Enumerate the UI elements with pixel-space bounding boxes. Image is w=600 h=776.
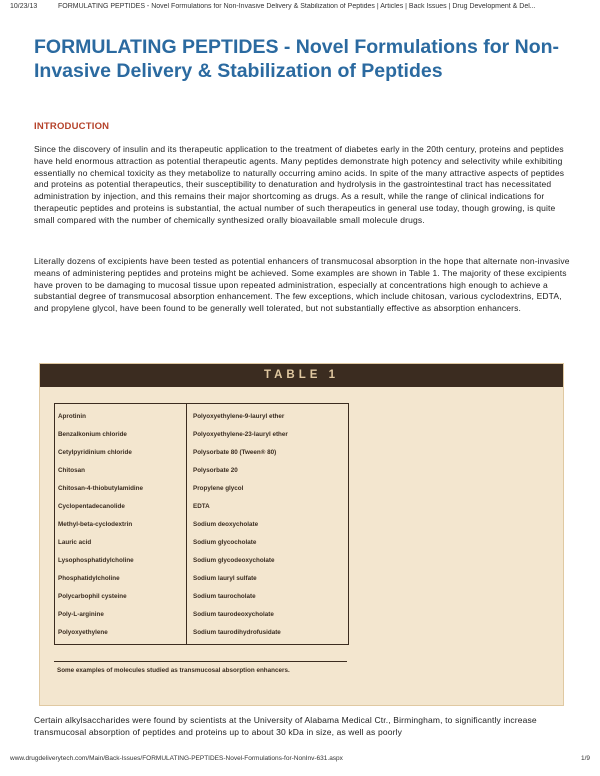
- table-cell-right: EDTA: [193, 503, 210, 510]
- table-cell-left: Lysophosphatidylcholine: [58, 557, 134, 564]
- table-cell-right: Polyoxyethylene-23-lauryl ether: [193, 431, 288, 438]
- table-cell-right: Sodium deoxycholate: [193, 521, 259, 528]
- table-1: [39, 363, 564, 706]
- table-cell-left: Phosphatidylcholine: [58, 575, 120, 582]
- table-cell-right: Sodium taurodeoxycholate: [193, 611, 274, 618]
- table-cell-left: Chitosan: [58, 467, 85, 474]
- source-url: www.drugdeliverytech.com/Main/Back-Issues/FORMULATING-PEPTIDES-Novel-Formulations-for-NonInv-631.aspx: [10, 755, 343, 762]
- table-cell-left: Aprotinin: [58, 413, 86, 420]
- table-cell-left: Poly-L-arginine: [58, 611, 104, 618]
- print-page-title: FORMULATING PEPTIDES - Novel Formulations for Non-Invasive Delivery & Stabilization of Peptides | Articles | Back Issues | Drug Development & Del...: [58, 3, 536, 10]
- print-header: [10, 3, 590, 10]
- table-cell-right: Sodium glycodeoxycholate: [193, 557, 275, 564]
- paragraph-2: Literally dozens of excipients have been tested as potential enhancers of transmucosal absorption in the hope that alternate non-invasive means of administering peptides and proteins might be achieved. Some examples are shown in Table 1. The majority of these excipients have proven to be damaging to mucosal tissue upon repeated administration, especially at concentrations high enough to achieve a substantial degree of transmucosal absorption enhancement. The few exceptions, which include chitosan, various cyclodextrins, EDTA, and propylene glycol, have been found to be generally well tolerated, but not substantially effective as absorption enhancers.: [34, 256, 570, 314]
- table-cell-right: Sodium taurocholate: [193, 593, 256, 600]
- table-body: [54, 403, 349, 645]
- table-cell-left: Polycarbophil cysteine: [58, 593, 127, 600]
- print-footer: [10, 755, 590, 762]
- table-cell-left: Chitosan-4-thiobutylamidine: [58, 485, 144, 492]
- table-title: TABLE 1: [263, 369, 340, 381]
- caption-rule: [54, 661, 347, 662]
- table-cell-left: Methyl-beta-cyclodextrin: [58, 521, 133, 528]
- print-date: 10/23/13: [10, 3, 38, 10]
- table-cell-right: Propylene glycol: [193, 485, 244, 492]
- table-cell-right: Polysorbate 20: [193, 467, 238, 474]
- table-title-bar: [40, 364, 563, 387]
- table-cell-right: Sodium lauryl sulfate: [193, 575, 257, 582]
- article-title: FORMULATING PEPTIDES - Novel Formulations for Non-Invasive Delivery & Stabilization of Peptides: [34, 36, 560, 82]
- page-number: 1/9: [580, 755, 590, 762]
- table-cell-left: Lauric acid: [58, 539, 92, 546]
- table-cell-right: Polyoxyethylene-9-lauryl ether: [193, 413, 285, 420]
- table-cell-left: Cetylpyridinium chloride: [58, 449, 132, 456]
- table-cell-right: Polysorbate 80 (Tween® 80): [193, 449, 277, 456]
- table-cell-left: Cyclopentadecanolide: [58, 503, 125, 510]
- paragraph-1: Since the discovery of insulin and its therapeutic application to the treatment of diabetes early in the 20th century, proteins and peptides have held enormous attraction as potential therapeutic agents. Many peptides demonstrate high potency and selectivity while exhibiting essentially no chemical toxicity as they metabolize to naturally occurring amino acids. In spite of the many attractive aspects of peptides and proteins as potential therapeutics, their susceptibility to denaturation and hydrolysis in the gastrointestinal tract has necessitated administration by injection, and this remains their major shortcoming as drugs. As a result, while the range of clinical indications for therapeutic peptides and proteins is substantial, the actual number of such therapeutics in general use today, though growing, is quite small compared with the number of chemically synthesized orally bioavailable small molecule drugs.: [34, 144, 565, 225]
- paragraph-3: Certain alkylsaccharides were found by scientists at the University of Alabama Medical Ctr., Birmingham, to significantly increase transmucosal absorption of peptides and proteins up to about 30 kDa in size, as well as poorly: [34, 715, 537, 737]
- table-cell-left: Benzalkonium chloride: [58, 431, 127, 438]
- table-cell-left: Polyoxyethylene: [58, 629, 108, 636]
- table-cell-right: Sodium taurodihydrofusidate: [193, 629, 281, 636]
- column-divider: [186, 404, 187, 644]
- table-caption: Some examples of molecules studied as transmucosal absorption enhancers.: [57, 667, 290, 674]
- table-cell-right: Sodium glycocholate: [193, 539, 257, 546]
- section-heading-introduction: INTRODUCTION: [34, 121, 110, 132]
